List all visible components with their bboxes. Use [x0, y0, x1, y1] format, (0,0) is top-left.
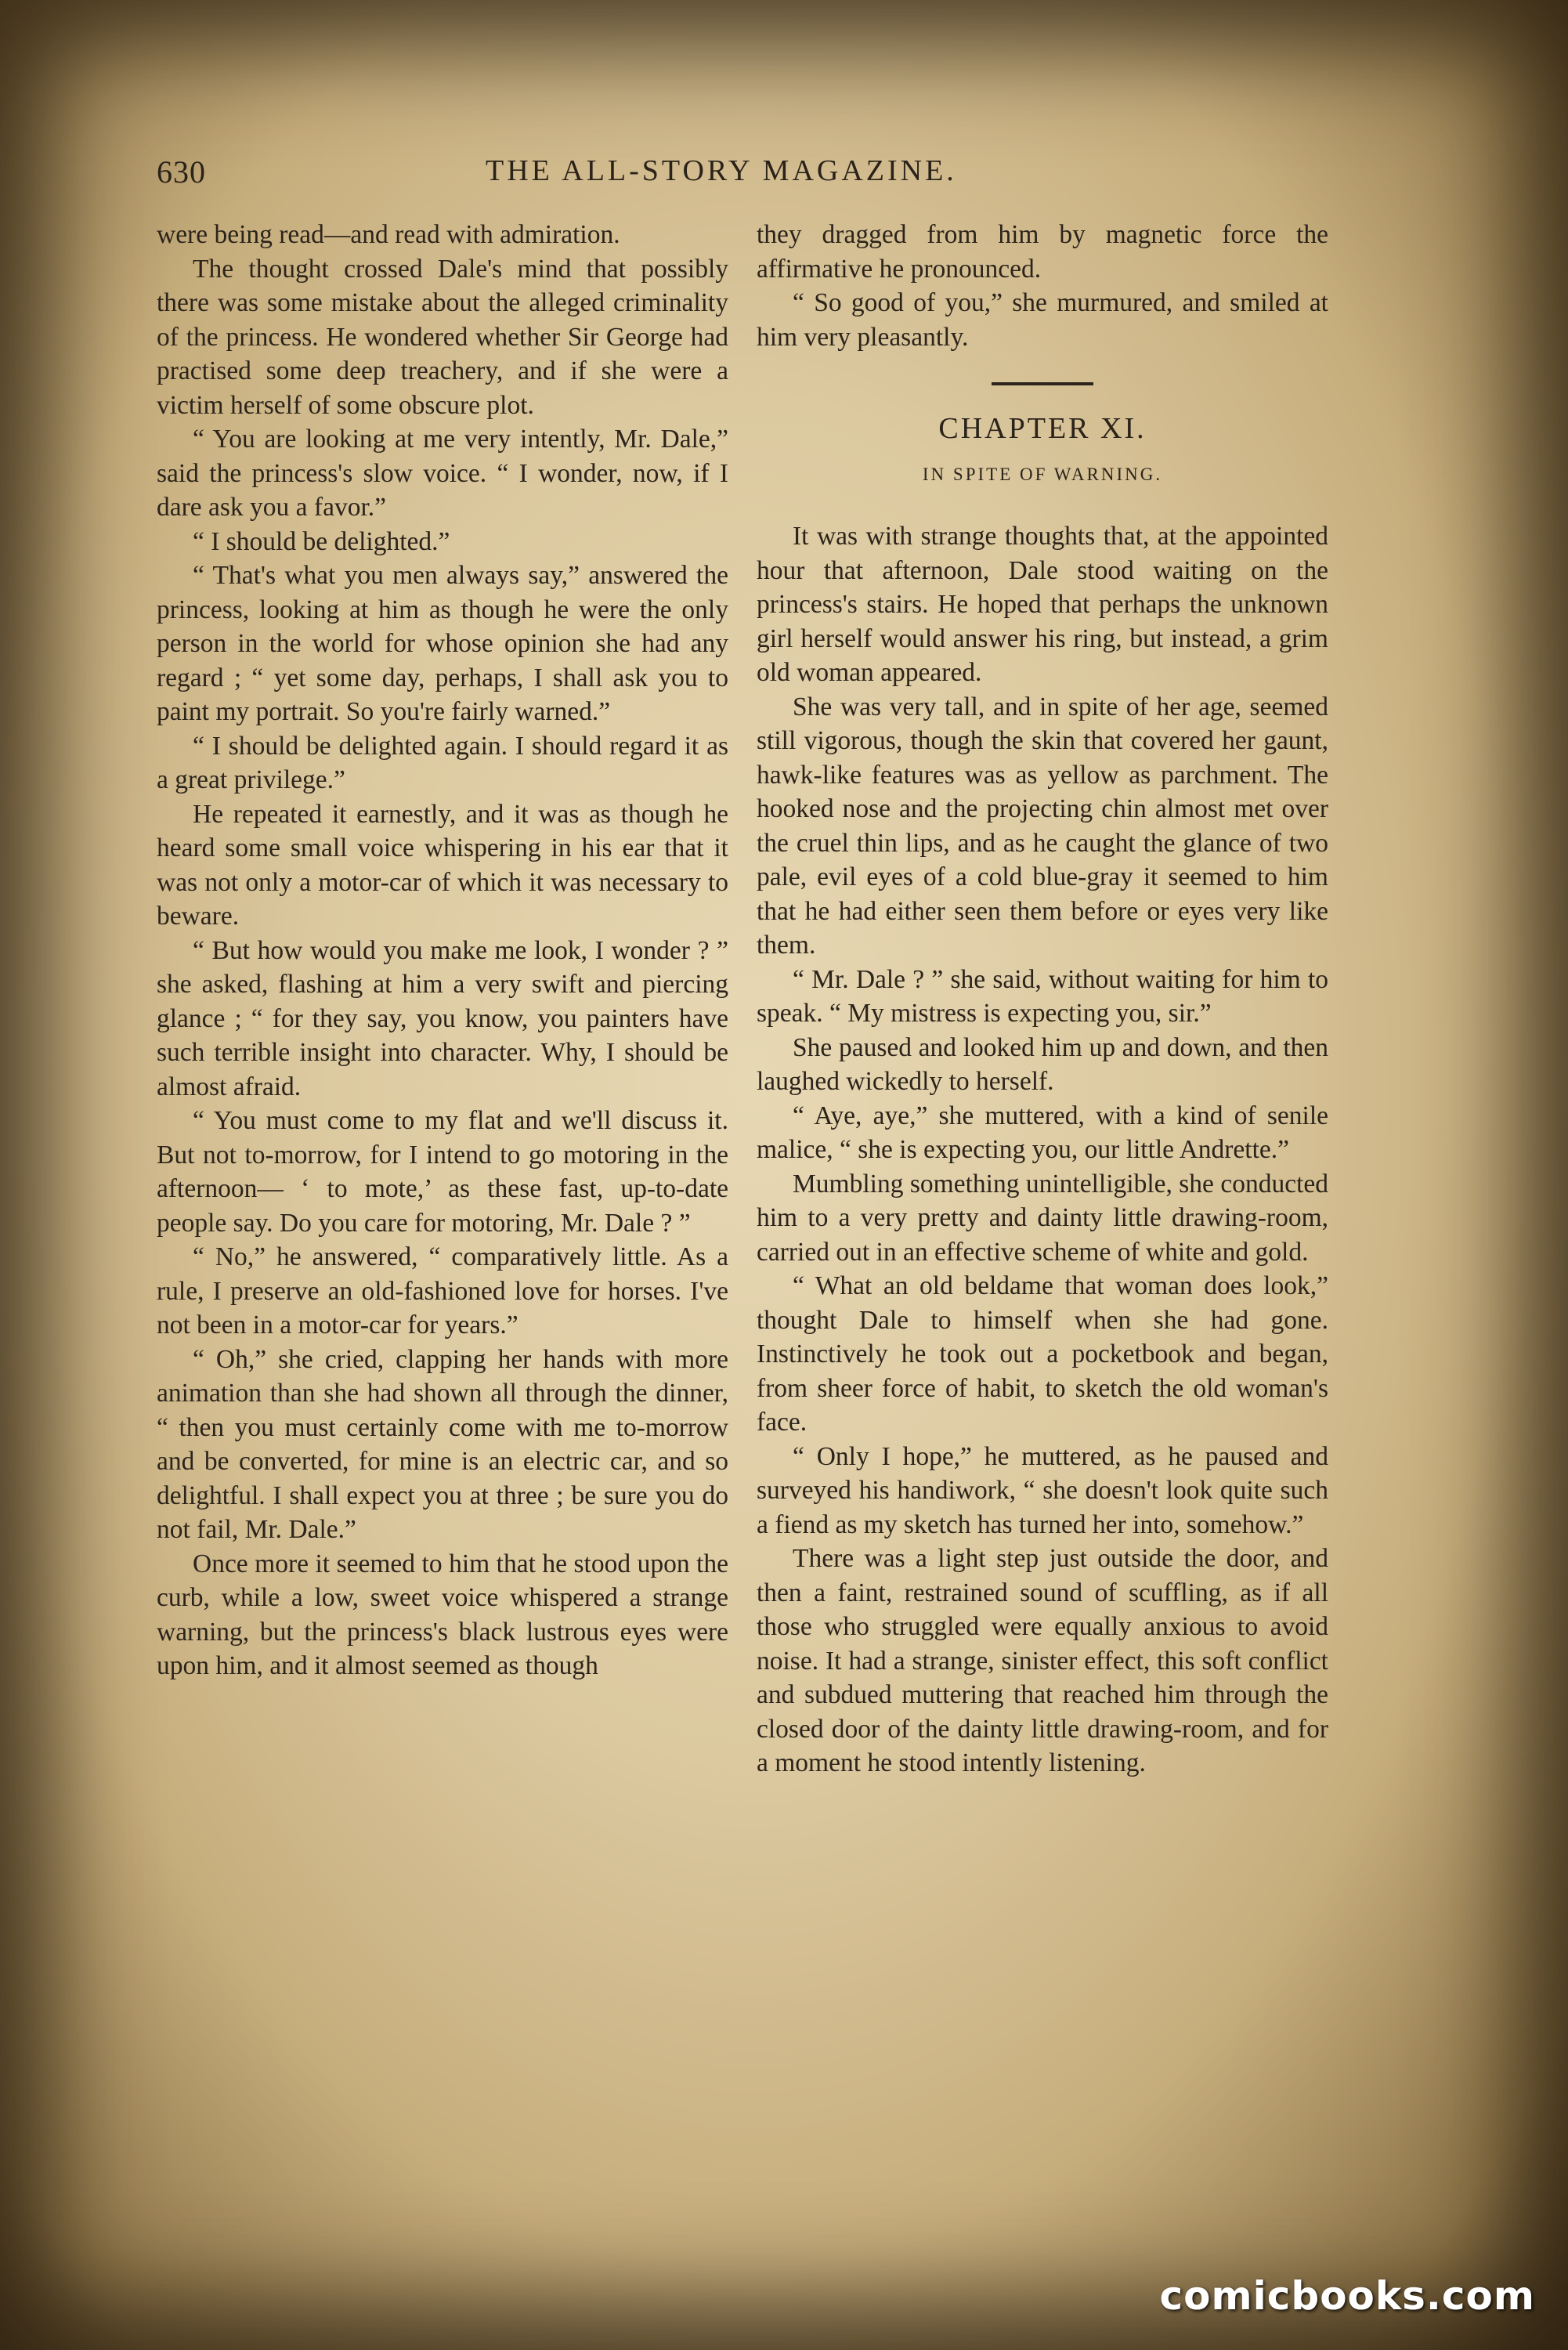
paragraph: “ What an old beldame that woman does look,” thought Dale to himself when she had gone. Instinctively he took out a pocketbook and began, from sheer force of habit, to sketch the old woman's face.	[757, 1271, 1328, 1437]
paragraph: “ You are looking at me very intently, Mr. Dale,” said the princess's slow voice. “ I wonder, now, if I dare ask you a favor.”	[157, 425, 728, 522]
chapter-title: CHAPTER XI.	[938, 412, 1147, 445]
paragraph: “ No,” he answered, “ comparatively little. As a rule, I preserve an old-fashioned love for horses. I've not been in a motor-car for years.”	[157, 1242, 728, 1340]
paragraph: She paused and looked him up and down, and then laughed wickedly to herself.	[757, 1032, 1328, 1096]
paragraph: “ Mr. Dale ? ” she said, without waiting for him to speak. “ My mistress is expecting you, sir.”	[757, 964, 1328, 1028]
paragraph: “ So good of you,” she murmured, and smiled at him very pleasantly.	[757, 288, 1328, 352]
right-column	[757, 218, 1328, 1781]
paragraph: “ Aye, aye,” she muttered, with a kind of senile malice, “ she is expecting you, our little Andrette.”	[757, 1101, 1328, 1164]
paragraph: She was very tall, and in spite of her age, seemed still vigorous, though the skin that covered her gaunt, hawk-like features was as yellow as parchment. The hooked nose and the projecting chin almost met over the cruel thin lips, and as he caught the glance of two pale, evil eyes of a cold blue-gray it seemed to him that he had either seen them before or eyes very like them.	[757, 692, 1328, 960]
section-divider	[992, 382, 1093, 385]
page-number: 630	[157, 154, 206, 190]
page-header	[157, 154, 1347, 201]
paragraph: It was with strange thoughts that, at the appointed hour that afternoon, Dale stood waiting on the princess's stairs. He hoped that perhaps the unknown girl herself would answer his ring, but instead, a grim old woman appeared.	[757, 522, 1328, 687]
paragraph: “ Oh,” she cried, clapping her hands with more animation than she had shown all through the dinner, “ then you must certainly come with me to-morrow and be converted, for mine is an electric car, and so delightful. I shall expect you at three ; be sure you do not fail, Mr. Dale.”	[157, 1344, 728, 1544]
paragraph: The thought crossed Dale's mind that possibly there was some mistake about the alleged criminality of the princess. He wondered whether Sir George had practised some deep treachery, and if she were a victim herself of some obscure plot.	[157, 254, 728, 420]
left-column	[157, 218, 728, 1683]
watermark: comicbooks.com	[1159, 2273, 1535, 2319]
paragraph: “ Only I hope,” he muttered, as he paused and surveyed his handiwork, “ she doesn't look quite such a fiend as my sketch has turned her into, somehow.”	[757, 1441, 1328, 1539]
chapter-subtitle: IN SPITE OF WARNING.	[922, 464, 1163, 484]
paragraph: they dragged from him by magnetic force the affirmative he pronounced.	[757, 220, 1328, 284]
paragraph: Mumbling something unintelligible, she conducted him to a very pretty and dainty little drawing-room, carried out in an effective scheme of white and gold.	[757, 1169, 1328, 1267]
paragraph: Once more it seemed to him that he stood upon the curb, while a low, sweet voice whispered a strange warning, but the princess's black lustrous eyes were upon him, and it almost seemed as though	[157, 1549, 728, 1680]
paragraph: “ That's what you men always say,” answered the princess, looking at him as though he were the only person in the world for whose opinion she had any regard ; “ yet some day, perhaps, I shall ask you to paint my portrait. So you're fairly warned.”	[157, 561, 728, 726]
paragraph: There was a light step just outside the door, and then a faint, restrained sound of scuffling, as if all those who struggled were equally anxious to avoid noise. It had a strange, sinister effect, this soft conflict and subdued muttering that reached him through the closed door of the dainty little drawing-room, and for a moment he stood intently listening.	[757, 1544, 1328, 1777]
paragraph: “ I should be delighted.”	[193, 526, 450, 556]
paragraph: “ You must come to my flat and we'll discuss it. But not to-morrow, for I intend to go motoring in the afternoon— ‘ to mote,’ as these fast, up-to-date people say. Do you care for motoring, Mr. Dale ? ”	[157, 1106, 728, 1238]
paragraph: were being read—and read with admiration.	[157, 220, 620, 249]
paragraph: “ But how would you make me look, I wonder ? ” she asked, flashing at him a very swift and piercing glance ; “ for they say, you know, you painters have such terrible insight into character. Why, I should be almost afraid.	[157, 935, 728, 1101]
running-head: THE ALL-STORY MAGAZINE.	[486, 154, 957, 187]
paragraph: “ I should be delighted again. I should regard it as a great privilege.”	[157, 731, 728, 794]
paragraph: He repeated it earnestly, and it was as though he heard some small voice whispering in his ear that it was not only a motor-car of which it was necessary to beware.	[157, 799, 728, 931]
